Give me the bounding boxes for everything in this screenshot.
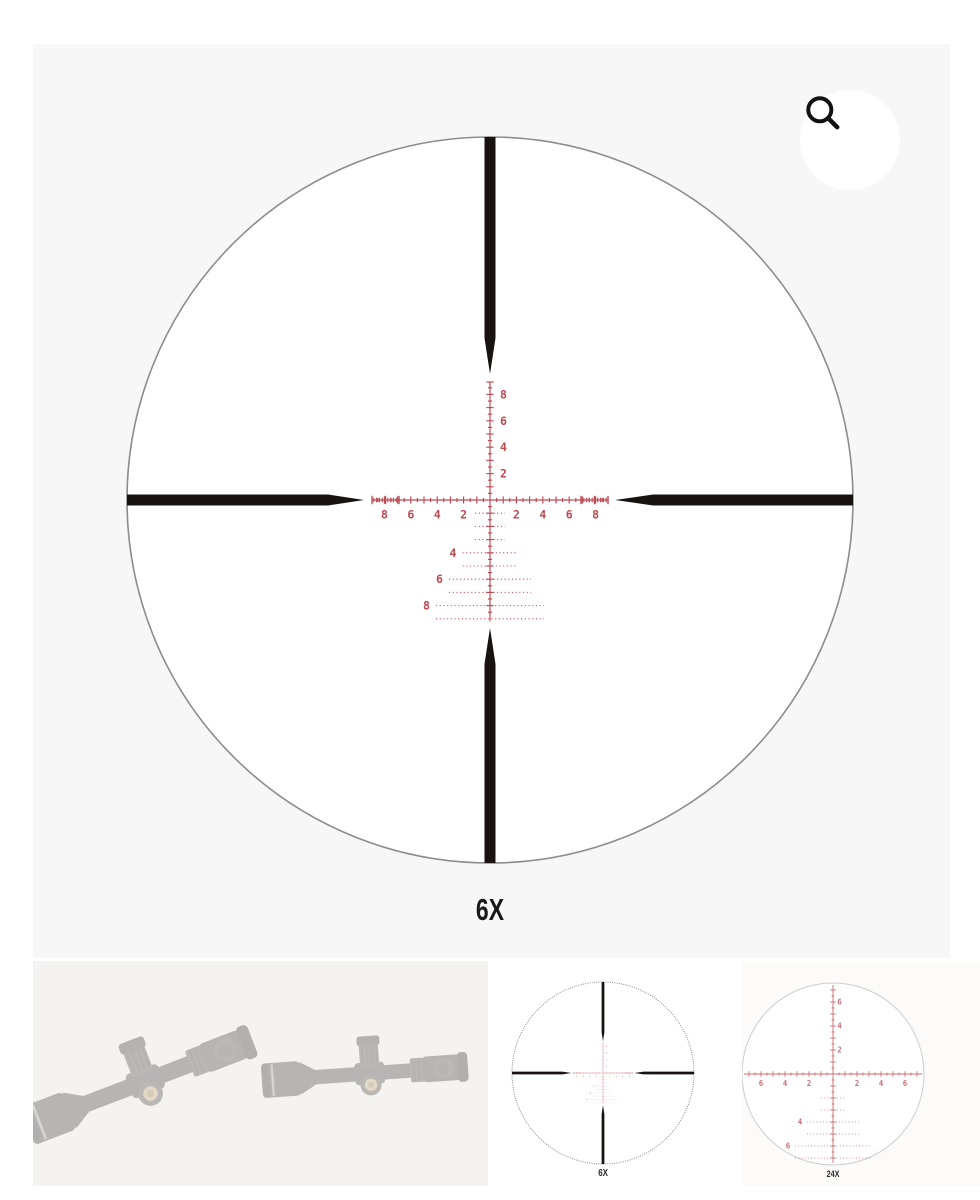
svg-text:4: 4	[592, 1084, 595, 1089]
svg-text:8: 8	[586, 1097, 588, 1102]
svg-text:4: 4	[433, 507, 441, 522]
svg-text:2: 2	[500, 466, 507, 481]
reticle-6x-image	[33, 44, 950, 958]
svg-text:6: 6	[837, 997, 842, 1007]
svg-text:6: 6	[621, 1074, 624, 1079]
svg-text:2: 2	[608, 1074, 611, 1079]
thumbnail-strip	[0, 961, 980, 1186]
main-image-viewer[interactable]	[33, 44, 950, 958]
svg-text:4: 4	[588, 1074, 591, 1079]
svg-text:6: 6	[565, 507, 573, 522]
thumbnail-reticle-6x[interactable]	[493, 961, 737, 1186]
svg-text:4: 4	[782, 1079, 788, 1088]
reticle-6x-thumb-image	[493, 961, 737, 1186]
svg-text:4: 4	[449, 545, 457, 560]
reticle-24x-thumb-image	[742, 961, 980, 1186]
thumbnail-scope-photo-side[interactable]	[261, 961, 488, 1186]
svg-text:2: 2	[460, 507, 468, 522]
svg-text:6: 6	[500, 413, 507, 428]
svg-text:4: 4	[837, 1021, 842, 1031]
svg-text:8: 8	[500, 387, 507, 402]
scope-photo-side	[261, 961, 488, 1186]
svg-text:6: 6	[589, 1090, 592, 1095]
svg-text:2: 2	[837, 1045, 842, 1055]
svg-text:8: 8	[628, 1074, 631, 1079]
zoom-button[interactable]	[800, 90, 900, 190]
svg-text:4: 4	[615, 1074, 618, 1079]
thumbnail-24x-label: 24X	[826, 1169, 840, 1179]
svg-text:6: 6	[582, 1074, 585, 1079]
svg-text:2: 2	[605, 1064, 608, 1069]
svg-text:4: 4	[797, 1117, 803, 1127]
svg-text:8: 8	[380, 507, 388, 522]
scope-photo-angled	[33, 961, 261, 1186]
svg-text:6: 6	[436, 572, 443, 587]
svg-text:4: 4	[500, 440, 507, 455]
svg-text:2: 2	[854, 1079, 860, 1088]
svg-text:8: 8	[592, 507, 600, 522]
svg-text:4: 4	[539, 507, 547, 522]
svg-text:2: 2	[806, 1079, 812, 1088]
svg-text:2: 2	[595, 1074, 598, 1079]
svg-text:4: 4	[878, 1079, 884, 1088]
svg-text:8: 8	[575, 1074, 578, 1079]
thumbnail-scope-photo-angled[interactable]	[33, 961, 261, 1186]
svg-text:6: 6	[785, 1141, 791, 1151]
magnifier-icon	[800, 90, 848, 138]
svg-text:8: 8	[605, 1044, 608, 1049]
thumbnail-6x-label: 6X	[598, 1168, 608, 1179]
svg-text:6: 6	[407, 507, 415, 522]
svg-text:6: 6	[758, 1079, 764, 1088]
magnification-label: 6X	[475, 892, 505, 927]
svg-text:6: 6	[605, 1051, 608, 1056]
svg-text:6: 6	[902, 1079, 908, 1088]
svg-text:8: 8	[423, 598, 430, 613]
svg-text:4: 4	[605, 1057, 608, 1062]
svg-text:2: 2	[512, 507, 520, 522]
thumbnail-reticle-24x[interactable]	[742, 961, 980, 1186]
